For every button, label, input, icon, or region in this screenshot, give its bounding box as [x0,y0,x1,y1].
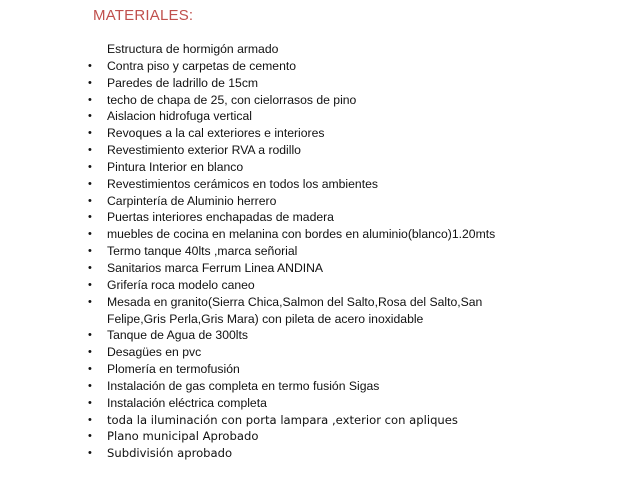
bullet-icon: • [88,245,92,258]
list-item [88,75,628,92]
list-item [88,193,628,210]
list-item [88,344,628,361]
bullet-icon: • [88,295,92,308]
bullet-icon: • [88,329,92,342]
bullet-icon: • [88,177,92,190]
list-item-text: Contra piso y carpetas de cemento [107,58,297,73]
list-item [88,445,628,462]
list-item-text: Tanque de Agua de 300lts [107,328,248,343]
list-item [88,412,628,429]
list-item-text: toda la iluminación con porta lampara ,exterior con apliques [107,412,458,427]
list-item [88,226,628,243]
list-item [88,327,628,344]
bullet-icon: • [88,76,92,89]
materials-list [88,41,628,462]
list-item-text: Paredes de ladrillo de 15cm [107,75,259,90]
list-item-text: Pintura Interior en blanco [107,159,244,174]
list-item-text: Sanitarios marca Ferrum Linea ANDINA [107,260,324,275]
list-item-text: Termo tanque 40lts ,marca señorial [107,244,298,259]
bullet-icon: • [88,363,92,376]
bullet-icon: • [88,194,92,207]
list-item-text: Carpintería de Aluminio herrero [107,193,277,208]
list-item-text: Revestimiento exterior RVA a rodillo [107,143,301,158]
list-item-text: Revoques a la cal exteriores e interiores [107,126,325,141]
bullet-icon: • [88,93,92,106]
list-item [88,277,628,294]
list-item-text: techo de chapa de 25, con cielorrasos de pino [107,92,357,107]
list-item [88,125,628,142]
bullet-icon: • [88,144,92,157]
list-item [88,260,628,277]
list-item-text: muebles de cocina en melanina con bordes en aluminio(blanco)1.20mts [107,227,496,242]
bullet-icon: • [88,211,92,224]
bullet-icon: • [88,447,92,460]
list-item [88,361,628,378]
list-item [88,294,507,328]
document-title: MATERIALES: [93,7,194,24]
bullet-icon: • [88,379,92,392]
list-item-text: Estructura de hormigón armado [107,42,279,56]
bullet-icon: • [88,261,92,274]
list-item-text: Mesada en granito(Sierra Chica,Salmon del Salto,Rosa del Salto,San Felipe,Gris Perla,Gris Mara) con pileta de acero inoxidable [107,294,483,326]
list-item [88,243,628,260]
list-item-text: Instalación eléctrica completa [107,395,267,410]
bullet-icon: • [88,346,92,359]
bullet-icon: • [88,278,92,291]
list-item-text: Instalación de gas completa en termo fusión Sigas [107,378,380,393]
bullet-icon: • [88,430,92,443]
list-item [88,58,628,75]
list-item [88,159,628,176]
list-item [88,142,628,159]
list-item [88,209,628,226]
list-item [88,41,628,58]
list-item [88,176,628,193]
list-item-text: Revestimientos cerámicos en todos los ambientes [107,176,378,191]
list-item [88,108,628,125]
list-item-text: Puertas interiores enchapadas de madera [107,210,334,225]
list-item-text: Desagües en pvc [107,345,202,360]
list-item-text: Subdivisión aprobado [107,446,233,461]
list-item [88,378,628,395]
bullet-icon: • [88,228,92,241]
list-item-text: Grifería roca modelo caneo [107,277,255,292]
bullet-icon: • [88,59,92,72]
list-item-text: Plomería en termofusión [107,362,240,377]
bullet-icon: • [88,396,92,409]
list-item [88,92,628,109]
bullet-icon: • [88,160,92,173]
list-item-text: Aislacion hidrofuga vertical [107,109,252,124]
list-item [88,428,628,445]
bullet-icon: • [88,127,92,140]
bullet-icon: • [88,110,92,123]
list-item-text: Plano municipal Aprobado [107,429,259,444]
bullet-icon: • [88,413,92,426]
list-item [88,395,628,412]
